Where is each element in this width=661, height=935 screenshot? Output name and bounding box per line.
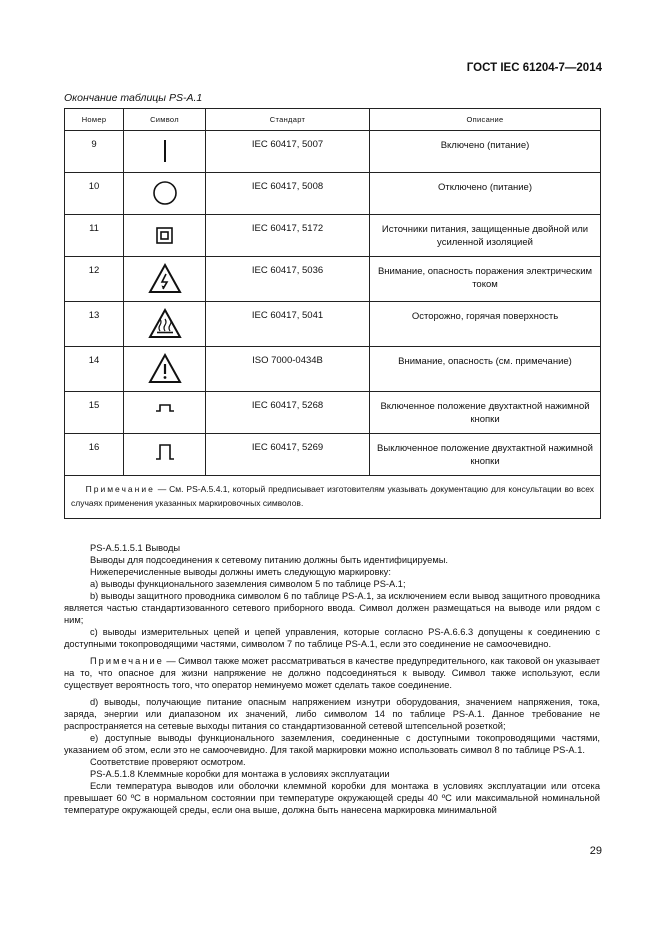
body-text <box>64 542 600 816</box>
hot-surface-warning-icon <box>148 307 182 341</box>
list-item: c) выводы измерительных цепей и цепей управления, которые согласно PS-A.6.6.3 допущены к соединению с доступными токопроводящими частями, символом 7 по таблице PS-A.1, если это соединение не самоочевидно. <box>64 627 600 649</box>
row-standard: IEC 60417, 5268 <box>206 392 370 434</box>
row-standard: IEC 60417, 5008 <box>206 173 370 215</box>
col-header-description: Описание <box>370 109 601 131</box>
page-number: 29 <box>589 845 602 857</box>
table-row <box>65 302 601 347</box>
row-description: Внимание, опасность поражения электрическим током <box>370 257 601 302</box>
note-text: — Символ также может рассматриваться в качестве предупредительного, как таковой он указывает на то, что опасное для жизни напряжение не должно подсоединяться к выводу. Символ также используют, если существует вероятность того, что оператор неминуемо может сделать такое соединение. <box>64 656 600 690</box>
row-description: Включено (питание) <box>370 131 601 173</box>
table-header-row <box>65 109 601 131</box>
col-header-symbol: Символ <box>124 109 206 131</box>
note-text: — См. PS-A.5.4.1, который предписывает изготовителям указывать документацию для консультации во всех случаях применения указанных маркировочных символов. <box>71 484 595 508</box>
document-code: ГОСТ IEC 61204-7—2014 <box>466 62 602 74</box>
row-standard: IEC 60417, 5172 <box>206 215 370 257</box>
power-off-circle-icon <box>150 178 180 208</box>
push-button-in-icon <box>150 397 180 423</box>
row-number: 13 <box>65 302 124 347</box>
table-row <box>65 173 601 215</box>
row-number: 16 <box>65 434 124 476</box>
table-row <box>65 392 601 434</box>
note-paragraph <box>64 655 600 691</box>
row-number: 9 <box>65 131 124 173</box>
row-description: Осторожно, горячая поверхность <box>370 302 601 347</box>
row-standard: IEC 60417, 5269 <box>206 434 370 476</box>
table-row <box>65 347 601 392</box>
row-standard: IEC 60417, 5041 <box>206 302 370 347</box>
note-label: Примечание <box>85 484 155 494</box>
row-standard: IEC 60417, 5036 <box>206 257 370 302</box>
table-row <box>65 215 601 257</box>
col-header-standard: Стандарт <box>206 109 370 131</box>
double-insulation-icon <box>150 220 180 250</box>
push-button-out-icon <box>150 439 180 465</box>
power-on-line-icon <box>150 136 180 166</box>
table-note-row <box>65 476 601 519</box>
table-row <box>65 131 601 173</box>
general-warning-icon <box>148 352 182 386</box>
list-item: а) выводы функционального заземления символом 5 по таблице PS-A.1; <box>90 579 406 589</box>
row-description: Включенное положение двухтактной нажимной кнопки <box>370 392 601 434</box>
list-item: e) доступные выводы функционального заземления, соединенные с доступными токопроводящими частями, указанием об этом, если это не самоочевидно. Для такой маркировки можно использовать символ 8 по таблице PS-A.1. <box>64 733 600 755</box>
list-item: b) выводы защитного проводника символом 6 по таблице PS-A.1, за исключением если вывод защитного проводника является частью стандартизованного сетевого приборного ввода. Символ должен размещаться на выводе или рядом с ним; <box>64 591 600 625</box>
paragraph: Соответствие проверяют осмотром. <box>90 757 246 767</box>
table-note <box>65 476 601 519</box>
row-description: Выключенное положение двухтактной нажимной кнопки <box>370 434 601 476</box>
section-heading: PS-A.5.1.8 Клеммные коробки для монтажа в условиях эксплуатации <box>90 769 390 779</box>
section-heading: PS-A.5.1.5.1 Выводы <box>90 543 181 553</box>
row-standard: IEC 60417, 5007 <box>206 131 370 173</box>
list-item: d) выводы, получающие питание опасным напряжением изнутри оборудования, значением напряжения, тока, заряда, энергии или диапазоном их значений, либо символом 14 по таблице PS-A.1. Данное требование не распространяется на сетевые выходы питания со стандартизованной сетевой штепсельной розеткой; <box>64 697 600 731</box>
paragraph: Если температура выводов или оболочки клеммной коробки для монтажа в условиях эксплуатации или отсека превышает 60 ºС в нормальном состоянии при температуре окружающей среды 40 ºС или максимальной номинальной температуре окружающей среды, если она выше, должна быть нанесена маркировка минимальной <box>64 781 600 815</box>
note-label: Примечание <box>90 656 164 666</box>
table-row <box>65 257 601 302</box>
row-number: 14 <box>65 347 124 392</box>
table-row <box>65 434 601 476</box>
row-number: 12 <box>65 257 124 302</box>
row-description: Источники питания, защищенные двойной или усиленной изоляцией <box>370 215 601 257</box>
row-description: Внимание, опасность (см. примечание) <box>370 347 601 392</box>
row-number: 15 <box>65 392 124 434</box>
col-header-number: Номер <box>65 109 124 131</box>
paragraph: Нижеперечисленные выводы должны иметь следующую маркировку: <box>90 567 391 577</box>
table-caption: Окончание таблицы PS-A.1 <box>64 92 203 104</box>
row-standard: ISO 7000-0434B <box>206 347 370 392</box>
electric-shock-warning-icon <box>148 262 182 296</box>
row-number: 10 <box>65 173 124 215</box>
row-number: 11 <box>65 215 124 257</box>
symbols-table <box>64 108 601 519</box>
paragraph: Выводы для подсоединения к сетевому питанию должны быть идентифицируемы. <box>90 555 448 565</box>
row-description: Отключено (питание) <box>370 173 601 215</box>
